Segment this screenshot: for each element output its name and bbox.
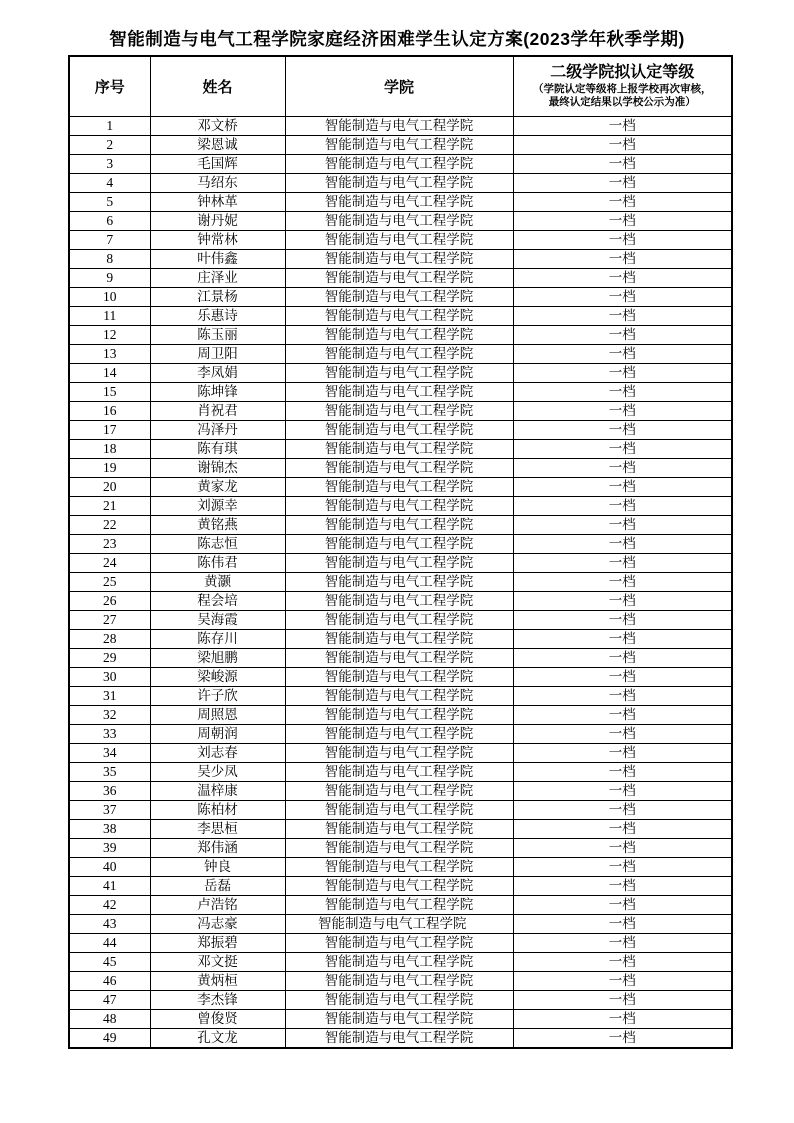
student-name-cell: 肖祝君 [150,402,285,421]
grade-cell: 一档 [513,972,732,991]
row-index-cell: 43 [69,915,150,934]
grade-cell: 一档 [513,212,732,231]
table-row [69,915,732,934]
row-index-cell: 10 [69,288,150,307]
college-cell: 智能制造与电气工程学院 [285,326,513,345]
row-index-cell: 16 [69,402,150,421]
grade-cell: 一档 [513,155,732,174]
row-index-cell: 44 [69,934,150,953]
grade-cell: 一档 [513,497,732,516]
student-name-cell: 郑伟涵 [150,839,285,858]
college-cell: 智能制造与电气工程学院 [285,421,513,440]
student-name-cell: 钟林革 [150,193,285,212]
student-name-cell: 黄炳桓 [150,972,285,991]
table-row [69,345,732,364]
student-name-cell: 江景杨 [150,288,285,307]
row-index-cell: 8 [69,250,150,269]
grade-cell: 一档 [513,326,732,345]
table-row [69,611,732,630]
row-index-cell: 20 [69,478,150,497]
row-index-cell: 47 [69,991,150,1010]
grade-cell: 一档 [513,193,732,212]
grade-cell: 一档 [513,953,732,972]
college-cell: 智能制造与电气工程学院 [285,269,513,288]
grade-cell: 一档 [513,573,732,592]
header-grade-title: 二级学院拟认定等级 [550,63,695,81]
grade-cell: 一档 [513,649,732,668]
grade-cell: 一档 [513,820,732,839]
college-cell: 智能制造与电气工程学院 [285,858,513,877]
student-name-cell: 钟常林 [150,231,285,250]
student-name-cell: 钟良 [150,858,285,877]
table-row [69,478,732,497]
student-name-cell: 黄家龙 [150,478,285,497]
student-name-cell: 岳磊 [150,877,285,896]
row-index-cell: 37 [69,801,150,820]
table-row [69,288,732,307]
row-index-cell: 18 [69,440,150,459]
row-index-cell: 13 [69,345,150,364]
header-grade [513,56,732,117]
table-row [69,649,732,668]
student-name-cell: 毛国辉 [150,155,285,174]
student-name-cell: 李凤娟 [150,364,285,383]
student-recognition-table [68,55,733,1049]
table-row [69,174,732,193]
college-cell: 智能制造与电气工程学院 [285,231,513,250]
table-body [69,117,732,1049]
table-row [69,269,732,288]
table-row [69,440,732,459]
row-index-cell: 24 [69,554,150,573]
grade-cell: 一档 [513,592,732,611]
college-cell: 智能制造与电气工程学院 [285,307,513,326]
grade-cell: 一档 [513,877,732,896]
student-name-cell: 陈玉丽 [150,326,285,345]
row-index-cell: 2 [69,136,150,155]
college-cell: 智能制造与电气工程学院 [285,212,513,231]
table-row [69,668,732,687]
row-index-cell: 12 [69,326,150,345]
student-name-cell: 卢浩铭 [150,896,285,915]
row-index-cell: 11 [69,307,150,326]
college-cell: 智能制造与电气工程学院 [285,554,513,573]
table-row [69,250,732,269]
college-cell: 智能制造与电气工程学院 [285,649,513,668]
grade-cell: 一档 [513,763,732,782]
student-name-cell: 陈存川 [150,630,285,649]
grade-cell: 一档 [513,402,732,421]
row-index-cell: 48 [69,1010,150,1029]
table-row [69,554,732,573]
grade-cell: 一档 [513,250,732,269]
row-index-cell: 25 [69,573,150,592]
grade-cell: 一档 [513,858,732,877]
grade-cell: 一档 [513,611,732,630]
table-row [69,877,732,896]
table-row [69,820,732,839]
college-cell: 智能制造与电气工程学院 [285,972,513,991]
college-cell: 智能制造与电气工程学院 [285,725,513,744]
table-row [69,155,732,174]
grade-cell: 一档 [513,535,732,554]
table-row [69,364,732,383]
grade-cell: 一档 [513,554,732,573]
grade-cell: 一档 [513,307,732,326]
student-name-cell: 庄泽业 [150,269,285,288]
student-name-cell: 谢锦杰 [150,459,285,478]
student-name-cell: 陈有琪 [150,440,285,459]
table-row [69,117,732,136]
document-title: 智能制造与电气工程学院家庭经济困难学生认定方案(2023学年秋季学期) [109,29,685,49]
college-cell: 智能制造与电气工程学院 [285,155,513,174]
row-index-cell: 30 [69,668,150,687]
college-cell: 智能制造与电气工程学院 [285,383,513,402]
row-index-cell: 39 [69,839,150,858]
table-row [69,744,732,763]
table-row [69,212,732,231]
table-row [69,1029,732,1049]
grade-cell: 一档 [513,478,732,497]
header-name: 姓名 [150,56,285,117]
table-row [69,991,732,1010]
college-cell: 智能制造与电气工程学院 [285,839,513,858]
college-cell: 智能制造与电气工程学院 [285,117,513,136]
college-cell: 智能制造与电气工程学院 [285,611,513,630]
student-name-cell: 郑振碧 [150,934,285,953]
student-name-cell: 谢丹妮 [150,212,285,231]
grade-cell: 一档 [513,117,732,136]
student-name-cell: 周照恩 [150,706,285,725]
table-row [69,972,732,991]
row-index-cell: 26 [69,592,150,611]
row-index-cell: 36 [69,782,150,801]
row-index-cell: 6 [69,212,150,231]
row-index-cell: 35 [69,763,150,782]
student-name-cell: 黄铭燕 [150,516,285,535]
grade-cell: 一档 [513,725,732,744]
college-cell: 智能制造与电气工程学院 [285,687,513,706]
grade-cell: 一档 [513,896,732,915]
row-index-cell: 9 [69,269,150,288]
row-index-cell: 49 [69,1029,150,1049]
row-index-cell: 41 [69,877,150,896]
college-cell: 智能制造与电气工程学院 [285,820,513,839]
row-index-cell: 29 [69,649,150,668]
table-row [69,953,732,972]
table-row [69,592,732,611]
grade-cell: 一档 [513,174,732,193]
grade-cell: 一档 [513,421,732,440]
table-row [69,383,732,402]
row-index-cell: 28 [69,630,150,649]
table-row [69,934,732,953]
student-name-cell: 陈志恒 [150,535,285,554]
grade-cell: 一档 [513,687,732,706]
grade-cell: 一档 [513,668,732,687]
student-name-cell: 梁峻源 [150,668,285,687]
college-cell: 智能制造与电气工程学院 [285,896,513,915]
row-index-cell: 4 [69,174,150,193]
table-row [69,801,732,820]
college-cell: 智能制造与电气工程学院 [285,193,513,212]
header-grade-note-line2: 最终认定结果以学校公示为准） [548,96,696,109]
student-name-cell: 乐惠诗 [150,307,285,326]
grade-cell: 一档 [513,915,732,934]
grade-cell: 一档 [513,269,732,288]
student-name-cell: 黄灏 [150,573,285,592]
table-row [69,706,732,725]
row-index-cell: 3 [69,155,150,174]
grade-cell: 一档 [513,1029,732,1049]
table-row [69,782,732,801]
college-cell: 智能制造与电气工程学院 [285,801,513,820]
row-index-cell: 21 [69,497,150,516]
college-cell: 智能制造与电气工程学院 [285,288,513,307]
college-cell: 智能制造与电气工程学院 [285,535,513,554]
header-grade-note-line1: （学院认定等级将上报学校再次审核， [533,83,712,96]
college-cell: 智能制造与电气工程学院 [285,934,513,953]
student-name-cell: 李思桓 [150,820,285,839]
table-row [69,516,732,535]
grade-cell: 一档 [513,440,732,459]
grade-cell: 一档 [513,744,732,763]
college-cell: 智能制造与电气工程学院 [285,915,513,934]
college-cell: 智能制造与电气工程学院 [285,478,513,497]
row-index-cell: 38 [69,820,150,839]
student-name-cell: 梁旭鹏 [150,649,285,668]
student-name-cell: 温梓康 [150,782,285,801]
row-index-cell: 40 [69,858,150,877]
header-grade-note [514,83,732,109]
student-name-cell: 吴少凤 [150,763,285,782]
college-cell: 智能制造与电气工程学院 [285,744,513,763]
table-row [69,687,732,706]
college-cell: 智能制造与电气工程学院 [285,630,513,649]
table-row [69,231,732,250]
college-cell: 智能制造与电气工程学院 [285,763,513,782]
table-row [69,193,732,212]
grade-cell: 一档 [513,383,732,402]
row-index-cell: 22 [69,516,150,535]
student-name-cell: 周朝润 [150,725,285,744]
grade-cell: 一档 [513,630,732,649]
student-name-cell: 刘源幸 [150,497,285,516]
college-cell: 智能制造与电气工程学院 [285,516,513,535]
college-cell: 智能制造与电气工程学院 [285,991,513,1010]
student-name-cell: 孔文龙 [150,1029,285,1049]
student-name-cell: 许子欣 [150,687,285,706]
row-index-cell: 5 [69,193,150,212]
table-row [69,136,732,155]
table-row [69,326,732,345]
student-name-cell: 马绍东 [150,174,285,193]
row-index-cell: 15 [69,383,150,402]
table-row [69,630,732,649]
student-name-cell: 陈坤锋 [150,383,285,402]
student-name-cell: 陈伟君 [150,554,285,573]
student-name-cell: 刘志春 [150,744,285,763]
college-cell: 智能制造与电气工程学院 [285,402,513,421]
table-row [69,763,732,782]
table-row [69,402,732,421]
student-name-cell: 邓文桥 [150,117,285,136]
college-cell: 智能制造与电气工程学院 [285,1029,513,1049]
grade-cell: 一档 [513,136,732,155]
college-cell: 智能制造与电气工程学院 [285,459,513,478]
college-cell: 智能制造与电气工程学院 [285,250,513,269]
college-cell: 智能制造与电气工程学院 [285,364,513,383]
table-row [69,307,732,326]
college-cell: 智能制造与电气工程学院 [285,440,513,459]
college-cell: 智能制造与电气工程学院 [285,782,513,801]
row-index-cell: 17 [69,421,150,440]
grade-cell: 一档 [513,991,732,1010]
table-row [69,535,732,554]
student-name-cell: 冯志豪 [150,915,285,934]
college-cell: 智能制造与电气工程学院 [285,953,513,972]
table-row [69,858,732,877]
row-index-cell: 42 [69,896,150,915]
grade-cell: 一档 [513,839,732,858]
header-index: 序号 [69,56,150,117]
student-name-cell: 程会培 [150,592,285,611]
row-index-cell: 32 [69,706,150,725]
grade-cell: 一档 [513,364,732,383]
student-name-cell: 叶伟鑫 [150,250,285,269]
student-name-cell: 周卫阳 [150,345,285,364]
college-cell: 智能制造与电气工程学院 [285,573,513,592]
student-name-cell: 冯泽丹 [150,421,285,440]
grade-cell: 一档 [513,288,732,307]
table-row [69,497,732,516]
row-index-cell: 7 [69,231,150,250]
grade-cell: 一档 [513,459,732,478]
college-cell: 智能制造与电气工程学院 [285,1010,513,1029]
college-cell: 智能制造与电气工程学院 [285,877,513,896]
college-cell: 智能制造与电气工程学院 [285,345,513,364]
header-row [69,56,732,117]
row-index-cell: 45 [69,953,150,972]
grade-cell: 一档 [513,1010,732,1029]
grade-cell: 一档 [513,345,732,364]
row-index-cell: 27 [69,611,150,630]
table-row [69,839,732,858]
grade-cell: 一档 [513,516,732,535]
table-row [69,725,732,744]
grade-cell: 一档 [513,782,732,801]
row-index-cell: 14 [69,364,150,383]
college-cell: 智能制造与电气工程学院 [285,174,513,193]
row-index-cell: 34 [69,744,150,763]
table-row [69,459,732,478]
grade-cell: 一档 [513,706,732,725]
row-index-cell: 31 [69,687,150,706]
student-name-cell: 吴海霞 [150,611,285,630]
table-row [69,896,732,915]
student-name-cell: 梁恩诚 [150,136,285,155]
table-row [69,1010,732,1029]
student-name-cell: 李杰锋 [150,991,285,1010]
college-cell: 智能制造与电气工程学院 [285,497,513,516]
row-index-cell: 23 [69,535,150,554]
college-cell: 智能制造与电气工程学院 [285,668,513,687]
student-name-cell: 陈柏材 [150,801,285,820]
header-college: 学院 [285,56,513,117]
grade-cell: 一档 [513,231,732,250]
college-cell: 智能制造与电气工程学院 [285,592,513,611]
row-index-cell: 19 [69,459,150,478]
table-row [69,421,732,440]
row-index-cell: 1 [69,117,150,136]
table-row [69,573,732,592]
student-name-cell: 曾俊贤 [150,1010,285,1029]
college-cell: 智能制造与电气工程学院 [285,136,513,155]
college-cell: 智能制造与电气工程学院 [285,706,513,725]
row-index-cell: 46 [69,972,150,991]
grade-cell: 一档 [513,801,732,820]
row-index-cell: 33 [69,725,150,744]
student-name-cell: 邓文挺 [150,953,285,972]
grade-cell: 一档 [513,934,732,953]
